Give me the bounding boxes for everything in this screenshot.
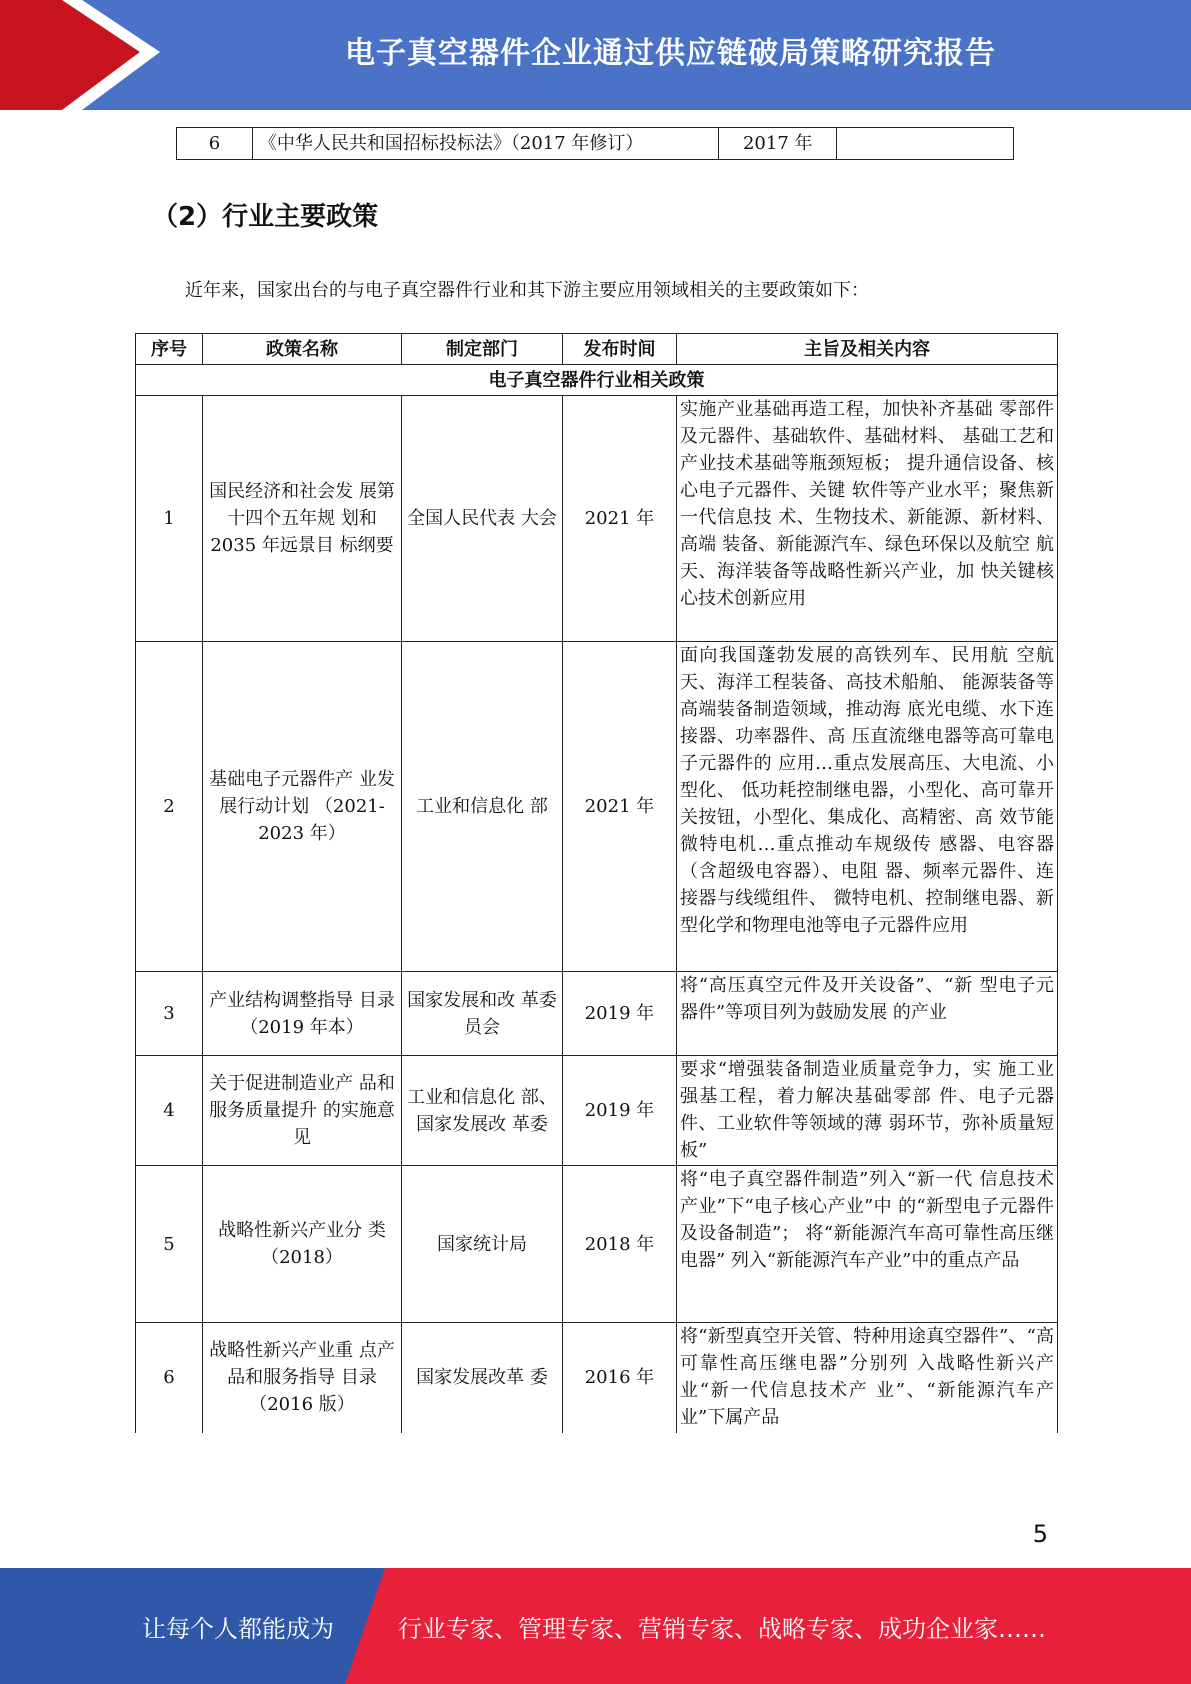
- row-content: 将“电子真空器件制造”列入“新一代 信息技术产业”下“电子核心产业”中 的“新型电子元器件及设备制造”； 将“新能源汽车高可靠性高压继电器” 列入“新能源汽车产业”中的重点产品: [677, 1166, 1058, 1323]
- policy-table: [135, 333, 1058, 1433]
- row-policy-name: 产业结构调整指导 目录 （2019 年本）: [203, 972, 402, 1056]
- law-note: [837, 128, 1014, 160]
- law-name: 《中华人民共和国招标投标法》（2017 年修订）: [252, 128, 718, 160]
- table-row: [136, 1056, 1058, 1166]
- table-row: [136, 396, 1058, 642]
- row-year: 2018 年: [563, 1166, 677, 1323]
- table-row: [136, 1166, 1058, 1323]
- row-no: 1: [136, 396, 203, 642]
- row-no: 3: [136, 972, 203, 1056]
- row-policy-name: 关于促进制造业产 品和服务质量提升 的实施意见: [203, 1056, 402, 1166]
- row-year: 2019 年: [563, 1056, 677, 1166]
- row-dept: 国家发展改革 委: [402, 1323, 563, 1433]
- table-row: [136, 972, 1058, 1056]
- table-row: [136, 642, 1058, 972]
- page-number: 5: [1032, 1520, 1048, 1548]
- row-no: 2: [136, 642, 203, 972]
- col-header-dept: 制定部门: [402, 334, 563, 365]
- group-row: [136, 365, 1058, 396]
- law-no: 6: [177, 128, 253, 160]
- table-row: [177, 128, 1014, 160]
- section-title: （2）行业主要政策: [152, 202, 379, 232]
- row-content: 面向我国蓬勃发展的高铁列车、民用航 空航天、海洋工程装备、高技术船舶、 能源装备等高端装备制造领域，推动海 底光电缆、水下连接器、功率器件、高 压直流继电器等高可靠电子元器件的 应用…重点发展高压、大电流、小型化、 低功耗控制继电器，小型化、高可靠开 关按钮，小型化、集成化、高精密、高 效节能微特电机…重点推动车规级传 感器、电容器（含超级电容器）、电阻 器、频率元器件、连接器与线缆组件、 微特电机、控制继电器、新型化学和物理电池等电子元器件应用: [677, 642, 1058, 972]
- row-dept: 国家统计局: [402, 1166, 563, 1323]
- row-year: 2021 年: [563, 396, 677, 642]
- table-header-row: [136, 334, 1058, 365]
- row-dept: 全国人民代表 大会: [402, 396, 563, 642]
- row-no: 5: [136, 1166, 203, 1323]
- row-policy-name: 战略性新兴产业分 类（2018）: [203, 1166, 402, 1323]
- report-title: 电子真空器件企业通过供应链破局策略研究报告: [345, 36, 996, 71]
- row-dept: 工业和信息化 部: [402, 642, 563, 972]
- row-year: 2016 年: [563, 1323, 677, 1433]
- law-year: 2017 年: [719, 128, 837, 160]
- law-table: [176, 127, 1014, 160]
- page-header: [0, 0, 1191, 110]
- row-content: 实施产业基础再造工程，加快补齐基础 零部件及元器件、基础软件、基础材料、 基础工艺和产业技术基础等瓶颈短板； 提升通信设备、核心电子元器件、关键 软件等产业水平；聚焦新一代信息技 术、生物技术、新能源、新材料、高端 装备、新能源汽车、绿色环保以及航空 航天、海洋装备等战略性新兴产业，加 快关键核心技术创新应用: [677, 396, 1058, 642]
- row-content: 要求“增强装备制造业质量竞争力，实 施工业强基工程，着力解决基础零部 件、电子元器件、工业软件等领域的薄 弱环节，弥补质量短板”: [677, 1056, 1058, 1166]
- footer-slogan-right: 行业专家、管理专家、营销专家、战略专家、成功企业家……: [398, 1614, 1046, 1643]
- row-no: 6: [136, 1323, 203, 1433]
- row-content: 将“新型真空开关管、特种用途真空器件”、“高可靠性高压继电器”分别列 入战略性新兴产业“新一代信息技术产 业”、“新能源汽车产业”下属产品: [677, 1323, 1058, 1433]
- row-policy-name: 基础电子元器件产 业发展行动计划 （2021-2023 年）: [203, 642, 402, 972]
- row-policy-name: 国民经济和社会发 展第十四个五年规 划和2035 年远景目 标纲要: [203, 396, 402, 642]
- row-dept: 国家发展和改 革委员会: [402, 972, 563, 1056]
- col-header-content: 主旨及相关内容: [677, 334, 1058, 365]
- col-header-date: 发布时间: [563, 334, 677, 365]
- page-footer: [0, 1568, 1191, 1684]
- row-content: 将“高压真空元件及开关设备”、“新 型电子元器件”等项目列为鼓励发展 的产业: [677, 972, 1058, 1056]
- row-no: 4: [136, 1056, 203, 1166]
- group-title: 电子真空器件行业相关政策: [136, 365, 1058, 396]
- row-policy-name: 战略性新兴产业重 点产品和服务指导 目录（2016 版）: [203, 1323, 402, 1433]
- col-header-no: 序号: [136, 334, 203, 365]
- footer-slogan-left: 让每个人都能成为: [142, 1614, 334, 1643]
- table-row: [136, 1323, 1058, 1433]
- row-year: 2021 年: [563, 642, 677, 972]
- row-year: 2019 年: [563, 972, 677, 1056]
- col-header-name: 政策名称: [203, 334, 402, 365]
- row-dept: 工业和信息化 部、国家发展改 革委: [402, 1056, 563, 1166]
- intro-paragraph: 近年来，国家出台的与电子真空器件行业和其下游主要应用领域相关的主要政策如下：: [185, 280, 869, 301]
